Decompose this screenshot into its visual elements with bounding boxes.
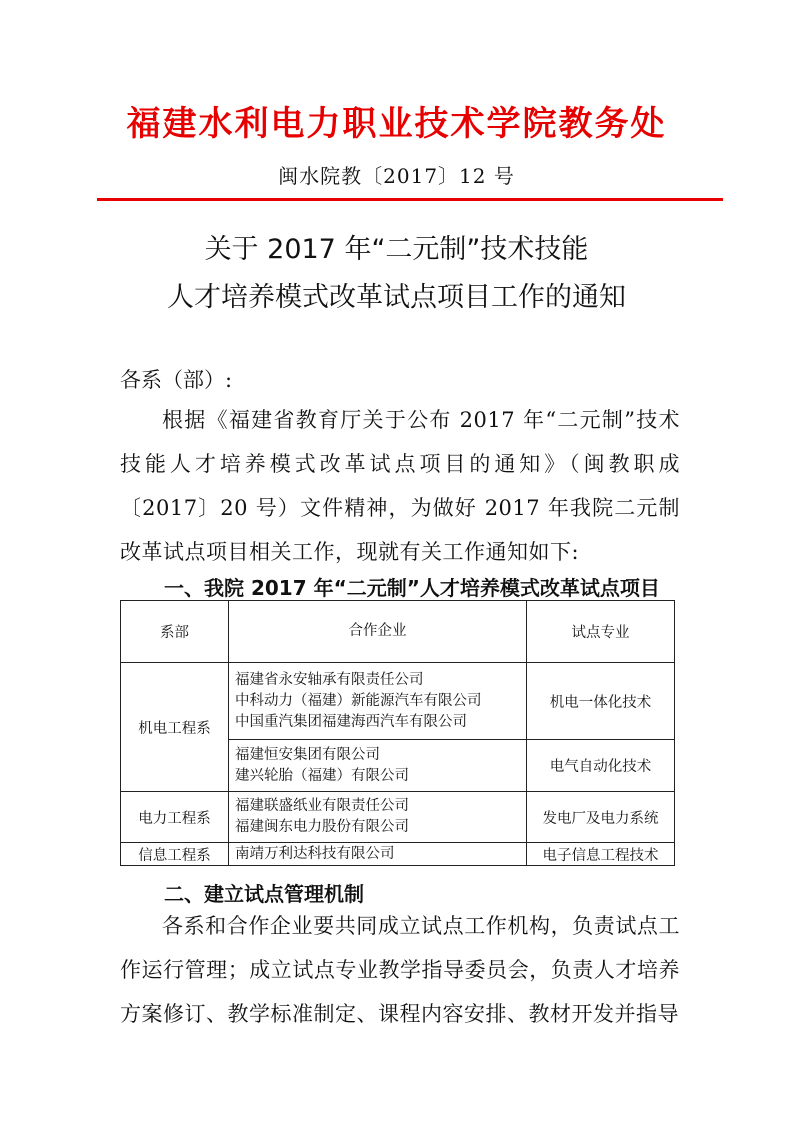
company-cell: [229, 843, 527, 866]
company-name: 福建省永安轴承有限责任公司: [235, 671, 424, 688]
major-cell: 发电厂及电力系统: [527, 792, 675, 843]
red-divider: [97, 198, 723, 201]
org-title: 福建水利电力职业技术学院教务处: [126, 104, 667, 144]
company-cell: [229, 740, 527, 792]
salutation: 各系（部）:: [120, 368, 233, 392]
table-row: [121, 663, 675, 740]
management-paragraph: 各系和合作企业要共同成立试点工作机构，负责试点工作运行管理；成立试点专业教学指导委员会，负责人才培养方案修订、教学标准制定、课程内容安排、教材开发并指导: [120, 914, 680, 1026]
header-company: 合作企业: [229, 601, 527, 663]
dept-cell: 信息工程系: [121, 843, 229, 866]
company-name: 福建闽东电力股份有限公司: [235, 819, 409, 835]
notice-title: [0, 226, 793, 322]
document-number: 闽水院教〔2017〕12 号: [278, 164, 515, 188]
header-major: 试点专业: [527, 601, 675, 663]
notice-title-line-2: 人才培养模式改革试点项目工作的通知: [167, 282, 626, 313]
intro-paragraph: 根据《福建省教育厅关于公布 2017 年“二元制”技术技能人才培养模式改革试点项目的通知》（闽教职成〔2017〕20 号）文件精神，为做好 2017 年我院二元制改革试点项目相关工作，现就有关工作通知如下:: [120, 408, 680, 564]
company-name: 南靖万利达科技有限公司: [235, 845, 395, 862]
table-row: [121, 843, 675, 866]
dept-cell: 机电工程系: [121, 663, 229, 792]
company-name: 福建恒安集团有限公司: [235, 746, 380, 763]
section-2-heading: 二、建立试点管理机制: [164, 882, 364, 906]
section-1-heading: 一、我院 2017 年“二元制”人才培养模式改革试点项目: [164, 576, 660, 600]
company-name: 中国重汽集团福建海西汽车有限公司: [235, 713, 467, 730]
table-row: [121, 792, 675, 843]
notice-title-line-1: 关于 2017 年“二元制”技术技能: [204, 234, 589, 265]
major-cell: 机电一体化技术: [527, 663, 675, 740]
pilot-projects-table: [120, 600, 675, 866]
company-name: 福建联盛纸业有限责任公司: [235, 798, 409, 814]
company-name: 建兴轮胎（福建）有限公司: [235, 767, 409, 784]
major-cell: 电子信息工程技术: [527, 843, 675, 866]
company-cell: [229, 663, 527, 740]
company-name: 中科动力（福建）新能源汽车有限公司: [235, 692, 482, 709]
dept-cell: 电力工程系: [121, 792, 229, 843]
major-cell: 电气自动化技术: [527, 740, 675, 792]
company-cell: [229, 792, 527, 843]
table-header-row: [121, 601, 675, 663]
header-dept: 系部: [121, 601, 229, 663]
